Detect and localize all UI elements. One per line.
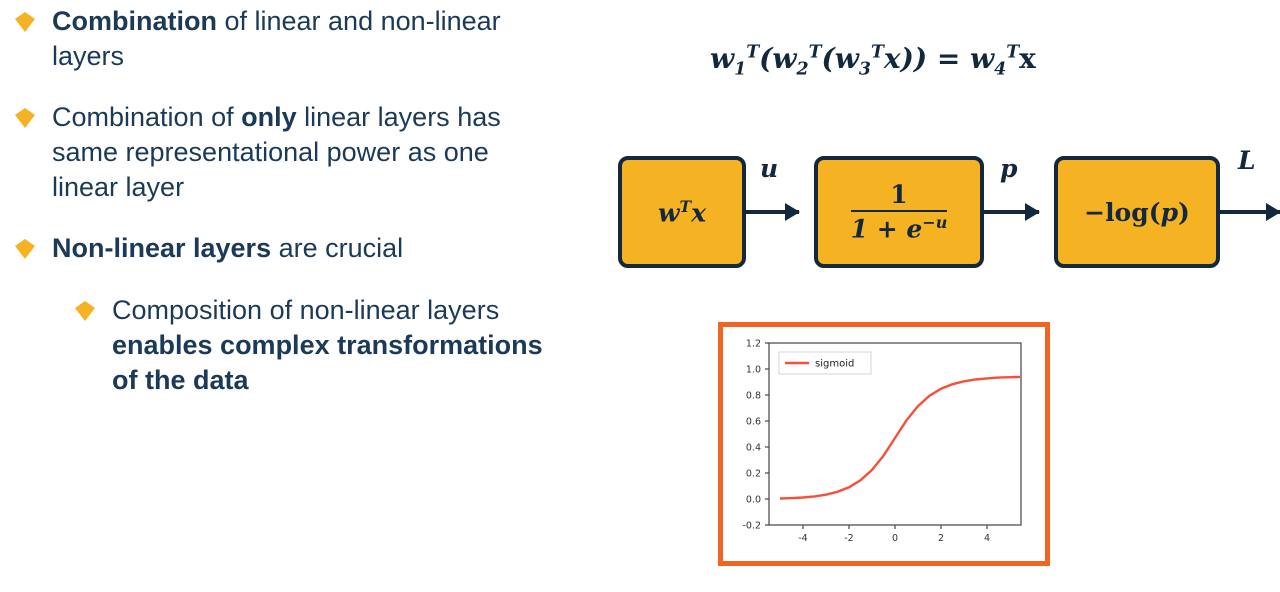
- svg-text:0.6: 0.6: [745, 416, 761, 428]
- list-item-text: [52, 231, 403, 266]
- bullet-list: [0, 0, 600, 592]
- sigmoid-chart-svg: [723, 327, 1045, 561]
- figure-column: [600, 0, 1280, 592]
- bullet-3-part-1: are crucial: [271, 233, 404, 264]
- pipeline-diagram: [614, 140, 1280, 280]
- pipeline-box-sigmoid-label: [851, 181, 948, 243]
- arrow-loss-output-icon: [1220, 210, 1280, 214]
- svg-text:0.8: 0.8: [745, 390, 761, 402]
- svg-text:-4: -4: [798, 533, 808, 544]
- pipeline-box-loss: [1054, 156, 1220, 268]
- diamond-bullet-icon: [74, 300, 96, 322]
- arrow-linear-to-sigmoid-icon: [746, 210, 799, 214]
- sigmoid-numerator: 1: [890, 179, 908, 209]
- svg-text:0.4: 0.4: [745, 442, 761, 454]
- sigmoid-chart: [718, 322, 1050, 566]
- bullet-2-part-0: Combination of: [52, 102, 242, 133]
- svg-text:0.0: 0.0: [745, 494, 761, 506]
- list-item-text: [52, 4, 544, 74]
- bullet-2-part-2: linear layers has same representational power as one linear layer: [52, 102, 501, 203]
- bullet-2-part-1: only: [241, 102, 297, 133]
- edge-label-u: u: [760, 154, 779, 183]
- list-item: [14, 100, 544, 205]
- svg-text:0: 0: [891, 533, 899, 544]
- list-item: [14, 4, 544, 74]
- equation: [710, 42, 1036, 80]
- bullet-4-part-1: enables complex transformations of the data: [112, 329, 543, 395]
- bullet-1-part-1: of linear and non-linear layers: [52, 6, 501, 72]
- svg-text:-0.2: -0.2: [742, 520, 761, 532]
- svg-text:0.2: 0.2: [745, 468, 761, 480]
- pipeline-box-sigmoid: [814, 156, 984, 268]
- diamond-bullet-icon: [14, 107, 36, 129]
- svg-text:1.2: 1.2: [745, 338, 761, 350]
- arrow-sigmoid-to-loss-icon: [984, 210, 1039, 214]
- pipeline-box-linear-label: $w^Tx$: [658, 196, 706, 228]
- svg-text:4: 4: [983, 533, 991, 544]
- svg-text:1.0: 1.0: [745, 364, 761, 376]
- chart-legend: [779, 352, 871, 374]
- list-item-text: [52, 100, 544, 205]
- equation-glyphs: $w_1^T(w_2^T(w_3^Tx)) = w_4^Tx$: [710, 42, 1036, 80]
- pipeline-box-loss-label: −log(p): [1084, 197, 1190, 227]
- pipeline-box-linear: [618, 156, 746, 268]
- svg-text:2: 2: [937, 533, 945, 544]
- sigmoid-denominator: $1 + e^{-u}$: [851, 210, 948, 243]
- svg-text:-2: -2: [844, 533, 854, 544]
- edge-label-p: p: [1000, 154, 1018, 183]
- bullet-3-part-0: Non-linear layers: [52, 233, 272, 264]
- diamond-bullet-icon: [14, 11, 36, 33]
- list-item-text: [112, 293, 544, 398]
- list-item: [14, 231, 544, 266]
- legend-label-sigmoid: sigmoid: [815, 358, 855, 370]
- list-item-sub: [74, 293, 544, 398]
- bullet-1-part-0: Combination: [52, 6, 217, 36]
- diamond-bullet-icon: [14, 238, 36, 260]
- edge-label-L: L: [1238, 146, 1256, 175]
- bullet-4-part-0: Composition of non-linear layers: [112, 294, 500, 325]
